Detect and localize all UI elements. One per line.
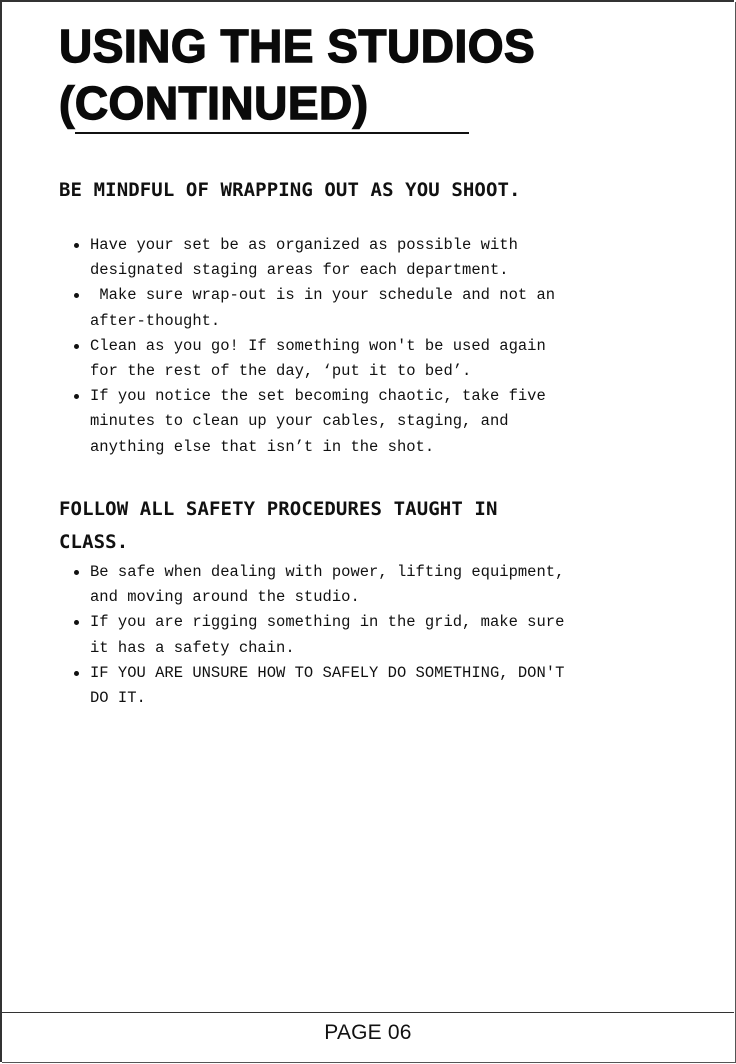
- page-number: PAGE 06: [324, 1021, 412, 1044]
- footer-divider: [2, 1012, 734, 1013]
- bullet-list-wrapping-out: [90, 233, 620, 460]
- list-item: IF YOU ARE UNSURE HOW TO SAFELY DO SOMETHING, DON'T DO IT.: [90, 661, 620, 711]
- list-item: If you are rigging something in the grid, make sure it has a safety chain.: [90, 610, 620, 660]
- list-item: Be safe when dealing with power, lifting equipment, and moving around the studio.: [90, 560, 620, 610]
- list-item: Make sure wrap-out is in your schedule and not an after-thought.: [90, 283, 620, 333]
- list-item: If you notice the set becoming chaotic, take five minutes to clean up your cables, staging, and anything else that isn’t in the shot.: [90, 384, 620, 460]
- page-title-line: (CONTINUED): [59, 77, 369, 129]
- section-heading-wrapping-out: BE MINDFUL OF WRAPPING OUT AS YOU SHOOT.: [59, 179, 521, 201]
- bullet-list-safety: [90, 560, 620, 711]
- list-item: Have your set be as organized as possible with designated staging areas for each department.: [90, 233, 620, 283]
- page-title-line: USING THE STUDIOS: [59, 20, 536, 72]
- list-item: Clean as you go! If something won't be used again for the rest of the day, ‘put it to bed’.: [90, 334, 620, 384]
- page-title: [59, 18, 535, 132]
- title-underline: [75, 132, 469, 134]
- section-heading-safety: FOLLOW ALL SAFETY PROCEDURES TAUGHT IN CLASS.: [59, 498, 498, 553]
